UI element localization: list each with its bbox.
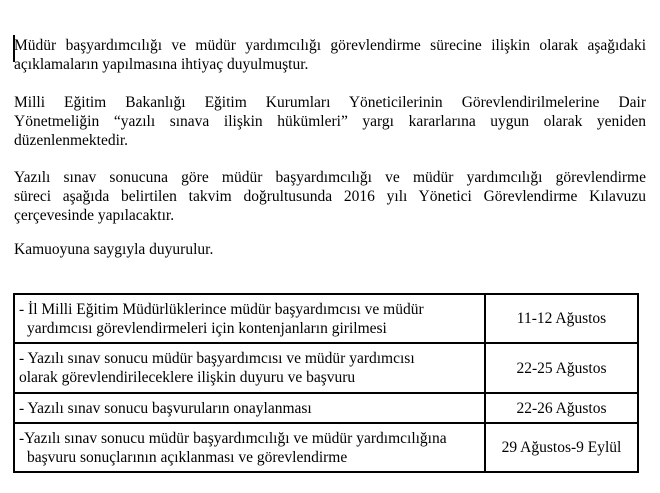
date-cell: 22-26 Ağustos xyxy=(485,393,638,423)
text-line: süreci aşağıda belirtilen takvim doğrultusunda 2016 yılı Yönetici Görevlendirme Kılavuzu xyxy=(14,188,646,205)
text-line: - Yazılı sınav sonucu müdür başyardımcısı ve müdür yardımcısı xyxy=(19,350,415,367)
text-line: düzenlenmektedir. xyxy=(14,132,129,149)
paragraph-schedule-intro xyxy=(14,168,646,225)
date-cell: 11-12 Ağustos xyxy=(485,294,638,343)
date-cell: 22-25 Ağustos xyxy=(485,343,638,393)
text-line: Milli Eğitim Bakanlığı Eğitim Kurumları Yöneticilerinin Görevlendirilmelerine Dair xyxy=(14,94,646,111)
text-line: başvuru sonuçlarının açıklanması ve görevlendirme xyxy=(27,448,348,466)
text-line: - Yazılı sınav sonucu başvuruların onaylanması xyxy=(19,399,312,417)
activity-cell xyxy=(14,294,485,343)
table-row xyxy=(14,393,638,423)
text-line: Yönetmeliğin “yazılı sınava ilişkin hükümleri” yargı kararlarına uygun olarak yeniden xyxy=(14,113,646,130)
text-line: çerçevesinde yapılacaktır. xyxy=(14,207,175,224)
table-row xyxy=(14,343,638,393)
paragraph-intro xyxy=(14,36,646,74)
activity-cell xyxy=(14,343,485,393)
table-row xyxy=(14,294,638,343)
text-line: Müdür başyardımcılığı ve müdür yardımcılığı görevlendirme sürecine ilişkin olarak aşağıdaki xyxy=(14,37,646,54)
text-line: Kamuoyuna saygıyla duyurulur. xyxy=(14,241,214,258)
text-line: olarak görevlendirileceklere ilişkin duyuru ve başvuru xyxy=(19,369,356,386)
paragraph-regulation xyxy=(14,93,646,150)
paragraph-closing xyxy=(14,240,646,259)
activity-cell xyxy=(14,423,485,472)
activity-cell xyxy=(14,393,485,423)
table-row xyxy=(14,423,638,472)
text-line: Yazılı sınav sonucuna göre müdür başyardımcılığı ve müdür yardımcılığı görevlendirme xyxy=(14,169,646,186)
text-line: - İl Milli Eğitim Müdürlüklerince müdür başyardımcısı ve müdür xyxy=(19,300,424,318)
date-cell: 29 Ağustos-9 Eylül xyxy=(485,423,638,472)
text-line: yardımcısı görevlendirmeleri için kontenjanların girilmesi xyxy=(27,319,387,337)
text-line: açıklamaların yapılmasına ihtiyaç duyulmuştur. xyxy=(14,56,309,73)
schedule-table xyxy=(13,293,639,473)
text-line: -Yazılı sınav sonucu müdür başyardımcılığı ve müdür yardımcılığına xyxy=(19,429,447,447)
